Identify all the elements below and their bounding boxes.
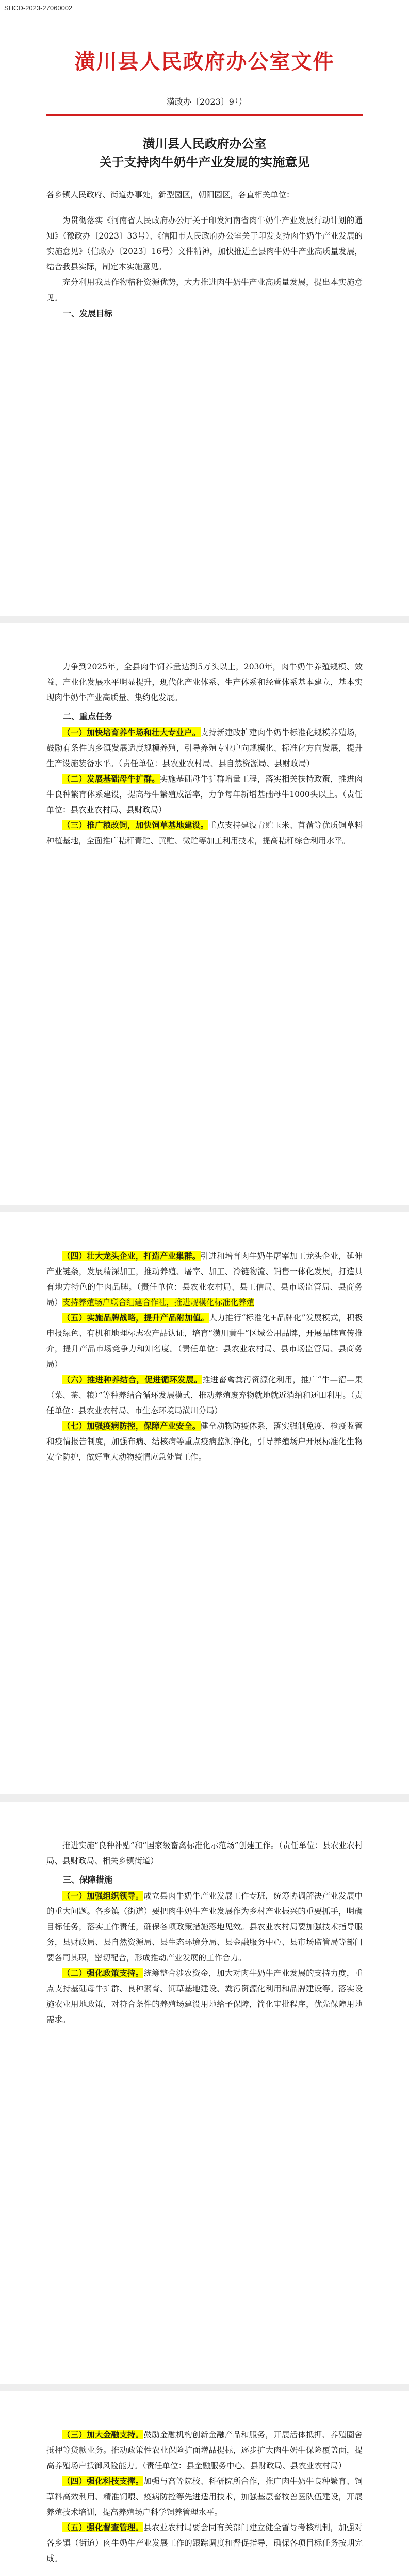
measure-5-heading: （五）强化督查管理。: [62, 2522, 144, 2532]
task-1-body: 支持新建改扩建肉牛奶牛标准化规模养殖场，鼓励有条件的乡镇发展适度规模养殖，引导养殖专业户向规模化、标准化方向发展，提升生产设施装备水平。（责任单位：县农业农村局、县自然资源局、县财政局）: [46, 728, 363, 768]
task-3-body: 重点支持建设青贮玉米、苜蓿等优质饲草料种植基地，全面推广秸秆青贮、黄贮、微贮等加工利用技术，提高秸秆综合利用水平。: [46, 821, 363, 845]
measure-2: [46, 1965, 363, 2027]
measure-2-body: 统筹整合涉农资金，加大对肉牛奶牛产业发展的支持力度，重点支持基础母牛扩群、良种繁育、饲草基地建设、粪污资源化利用和品牌建设等。落实设施农业用地政策，对符合条件的养殖场建设用地给予保障，简化审批程序，优先保障用地需求。: [46, 1969, 363, 2024]
measure-3-body: 鼓励金融机构创新金融产品和服务，开展活体抵押、养殖圈舍抵押等贷款业务。推动政策性农业保险扩面增品提标，逐步扩大肉牛奶牛保险覆盖面，提高养殖场户抵御风险能力。（责任单位：县金融服务中心、县财政局、县农业农村局）: [46, 2430, 363, 2470]
doc-title: [46, 134, 363, 172]
heading-measures: 三、保障措施: [63, 1875, 113, 1885]
task-2-heading: （二）发展基础母牛扩群。: [62, 774, 160, 784]
measure-2-heading: （二）强化政策支持。: [62, 1968, 144, 1978]
task-7: [46, 1418, 363, 1465]
task-5-body: 大力推行“标准化+品牌化”发展模式，积极申报绿色、有机和地理标志农产品认证，培育“潢川黄牛”区域公用品牌，开展品牌宣传推介，提升产品市场竞争力和知名度。（责任单位：县农业农村局、县市场监管局、县商务局）: [46, 1313, 363, 1369]
page-separator: [0, 616, 409, 623]
measure-5-body: 县农业农村局要会同有关部门建立健全督导考核机制，加强对各乡镇（街道）肉牛奶牛产业发展工作的跟踪调度和督促指导，确保各项目标任务按期完成。: [46, 2523, 363, 2563]
body-page-1: [46, 187, 363, 322]
task-5-heading: （五）实施品牌战略，提升产品附加值。: [62, 1313, 209, 1323]
page-separator: [0, 1794, 409, 1802]
measure-3: [46, 2427, 363, 2473]
task-4: [46, 1248, 363, 1310]
intro-paragraph-2: 充分利用我县作物秸秆资源优势，大力推进肉牛奶牛产业高质量发展，提出本实施意见。: [46, 278, 363, 302]
heading-goal: 一、发展目标: [63, 309, 113, 318]
task-7-body: 健全动物防疫体系，落实强制免疫、检疫监管和疫情报告制度，加强布病、结核病等重点疫病监测净化，引导养殖场户开展标准化生物安全防护，做好重大动物疫情应急处置工作。: [46, 1421, 363, 1462]
goal-paragraph: 力争到2025年，全县肉牛饲养量达到5万头以上，2030年，肉牛奶牛养殖规模、效益、产业化发展水平明显提升，现代化产业体系、生产体系和经营体系基本建立，基本实现肉牛奶牛产业高质量、集约化发展。: [46, 662, 363, 702]
task-4-body: 引进和培育肉牛奶牛屠宰加工龙头企业，延伸产业链条，发展精深加工，推动养殖、屠宰、加工、冷链物流、销售一体化发展，打造具有地方特色的牛肉品牌。（责任单位：县农业农村局、县工信局、县市场监管局、县商务局）: [46, 1251, 363, 1307]
task-3-heading: （三）推广粮改饲，加快饲草基地建设。: [62, 820, 209, 830]
measure-3-heading: （三）加大金融支持。: [62, 2430, 144, 2439]
doc-title-line2: 关于支持肉牛奶牛产业发展的实施意见: [99, 155, 310, 170]
measure-1-heading: （一）加强组织领导。: [62, 1891, 144, 1901]
task-4-highlight: 支持养殖场户联合组建合作社，推进规模化标准化养殖: [62, 1298, 255, 1307]
doc-code: SHCD-2023-27060002: [4, 4, 73, 12]
task-2-body: 实施基础母牛扩群增量工程，落实相关扶持政策，推进肉牛良种繁育体系建设，提高母牛繁殖成活率，力争每年新增基础母牛1000头以上。（责任单位：县农业农村局、县财政局）: [46, 774, 363, 815]
page-separator: [0, 2384, 409, 2391]
task-5: [46, 1310, 363, 1372]
measure-5: [46, 2520, 363, 2566]
doc-title-line1: 潢川县人民政府办公室: [142, 136, 267, 151]
heading-tasks: 二、重点任务: [63, 711, 113, 721]
page-3: [0, 1212, 409, 1794]
task-7-heading: （七）加强疫病防控，保障产业安全。: [62, 1421, 201, 1431]
page-1: [0, 0, 409, 616]
page-4: [0, 1802, 409, 2384]
task-3: [46, 818, 363, 849]
measure-4-heading: （四）强化科技支撑。: [62, 2476, 144, 2486]
doc-number: 潢政办〔2023〕9号: [167, 97, 242, 107]
measure-1: [46, 1888, 363, 1965]
task-1: [46, 725, 363, 771]
task-4-heading: （四）壮大龙头企业，打造产业集群。: [62, 1251, 201, 1261]
task-7-continued: 推进实施“良种补贴”和“国家级畜禽标准化示范场”创建工作。（责任单位：县农业农村局、县财政局、相关乡镇街道）: [46, 1841, 363, 1866]
page-2: [0, 623, 409, 1205]
measure-1-body: 成立县肉牛奶牛产业发展工作专班，统筹协调解决产业发展中的重大问题。各乡镇（街道）要把肉牛奶牛产业发展作为乡村产业振兴的重要抓手，明确目标任务，落实工作责任，确保各项政策措施落地见效。县农业农村局要加强技术指导服务，县财政局、县自然资源局、县生态环境分局、县金融服务中心、县市场监管局等部门要各司其职，密切配合，形成推动产业发展的工作合力。: [46, 1891, 363, 1962]
measure-4: [46, 2473, 363, 2520]
masthead: 潢川县人民政府办公室文件: [74, 49, 335, 74]
red-divider-line: [46, 114, 363, 116]
intro-paragraph: 为贯彻落实《河南省人民政府办公厅关于印发河南省肉牛奶牛产业发展行动计划的通知》（豫政办〔2023〕33号）、《信阳市人民政府办公室关于印发支持肉牛奶牛产业发展的实施意见》（信政办〔2023〕16号）文件精神，加快推进全县肉牛奶牛产业高质量发展，结合我县实际，制定本实施意见。: [46, 216, 363, 272]
addressee: 各乡镇人民政府、街道办事处，新型园区，朝阳园区，各直相关单位：: [46, 190, 295, 199]
page-separator: [0, 1205, 409, 1212]
task-6-heading: （六）推进种养结合，促进循环发展。: [62, 1375, 203, 1384]
measure-4-body: 加强与高等院校、科研院所合作，推广肉牛奶牛良种繁育、饲草料高效利用、精准饲喂、疫病防控等先进适用技术，加强基层畜牧兽医队伍建设，开展养殖技术培训，提高养殖场户科学饲养管理水平。: [46, 2477, 363, 2517]
task-1-heading: （一）加快培育养牛场和壮大专业户。: [62, 727, 201, 737]
task-2: [46, 771, 363, 818]
page-5: [0, 2391, 409, 2576]
task-6-body: 推进畜禽粪污资源化利用，推广“牛—沼—果（菜、茶、粮）”等种养结合循环发展模式，推动养殖废弃物就地就近消纳和还田利用。（责任单位：县农业农村局、市生态环境局潢川分局）: [46, 1375, 363, 1415]
task-6: [46, 1372, 363, 1418]
